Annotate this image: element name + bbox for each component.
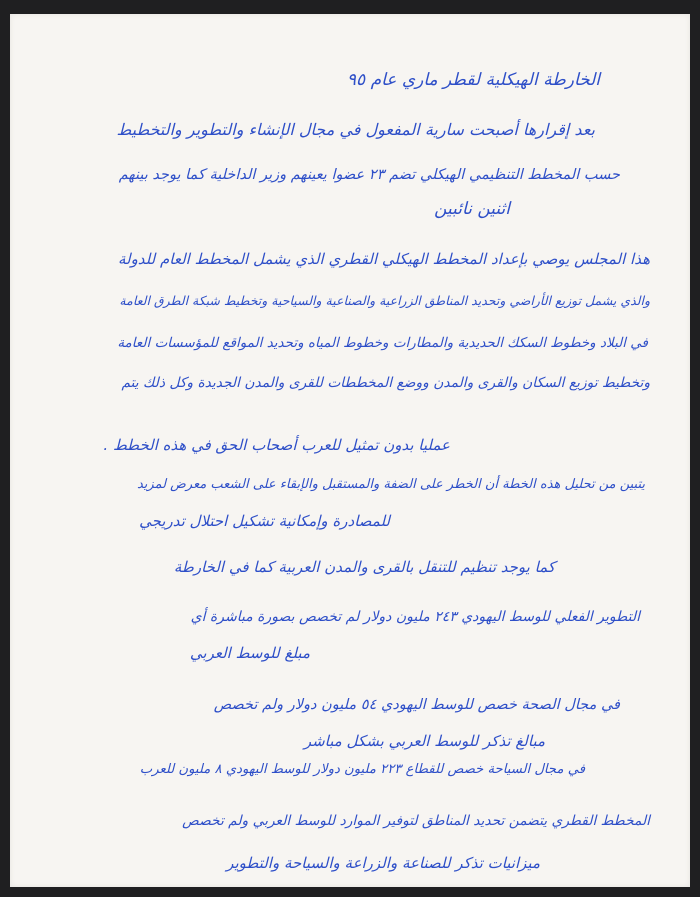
- handwritten-line: والذي يشمل توزيع الأراضي وتحديد المناطق الزراعية والصناعية والسياحية وتخطيط شبكة الطرق العامة: [119, 293, 650, 308]
- handwritten-line: مبالغ تذكر للوسط العربي بشكل مباشر: [303, 732, 545, 750]
- handwritten-line: في مجال الصحة خصص للوسط اليهودي ٥٤ مليون دولار ولم تخصص: [213, 697, 620, 713]
- handwritten-line: بعد إقرارها أصبحت سارية المفعول في مجال الإنشاء والتطوير والتخطيط: [116, 120, 595, 139]
- handwritten-line: الخارطة الهيكلية لقطر ماري عام ٩٥: [346, 70, 600, 90]
- handwritten-line: التطوير الفعلي للوسط اليهودي ٢٤٣ مليون دولار لم تخصص بصورة مباشرة أي: [190, 609, 640, 625]
- handwritten-line: المخطط القطري يتضمن تحديد المناطق لتوفير الموارد للوسط العربي ولم تخصص: [182, 813, 650, 829]
- handwritten-line: حسب المخطط التنظيمي الهيكلي تضم ٢٣ عضوا يعينهم وزير الداخلية كما يوجد بينهم: [118, 167, 620, 183]
- handwritten-line: عمليا بدون تمثيل للعرب أصحاب الحق في هذه الخطط .: [103, 436, 450, 454]
- handwritten-page: [10, 14, 690, 887]
- handwritten-line: ميزانيات تذكر للصناعة والزراعة والسياحة والتطوير: [226, 854, 540, 872]
- handwritten-line: في البلاد وخطوط السكك الحديدية والمطارات وخطوط المياه وتحديد المواقع للمؤسسات العامة: [117, 335, 648, 351]
- handwritten-line: كما يوجد تنظيم للتنقل بالقرى والمدن العربية كما في الخارطة: [173, 558, 555, 576]
- handwritten-line: في مجال السياحة خصص للقطاع ٢٢٣ مليون دولار للوسط اليهودي ٨ مليون للعرب: [139, 762, 585, 777]
- handwritten-line: يتبين من تحليل هذه الخطة أن الخطر على الضفة والمستقبل والإبقاء على الشعب معرض لمزيد: [136, 477, 645, 492]
- handwritten-line: هذا المجلس يوصي بإعداد المخطط الهيكلي القطري الذي يشمل المخطط العام للدولة: [117, 250, 650, 268]
- handwritten-line: مبلغ للوسط العربي: [189, 644, 310, 662]
- handwritten-line: للمصادرة وإمكانية تشكيل احتلال تدريجي: [139, 512, 390, 530]
- handwritten-line: اثنين نائبين: [434, 199, 510, 219]
- handwritten-line: وتخطيط توزيع السكان والقرى والمدن ووضع المخططات للقرى والمدن الجديدة وكل ذلك يتم: [121, 375, 650, 391]
